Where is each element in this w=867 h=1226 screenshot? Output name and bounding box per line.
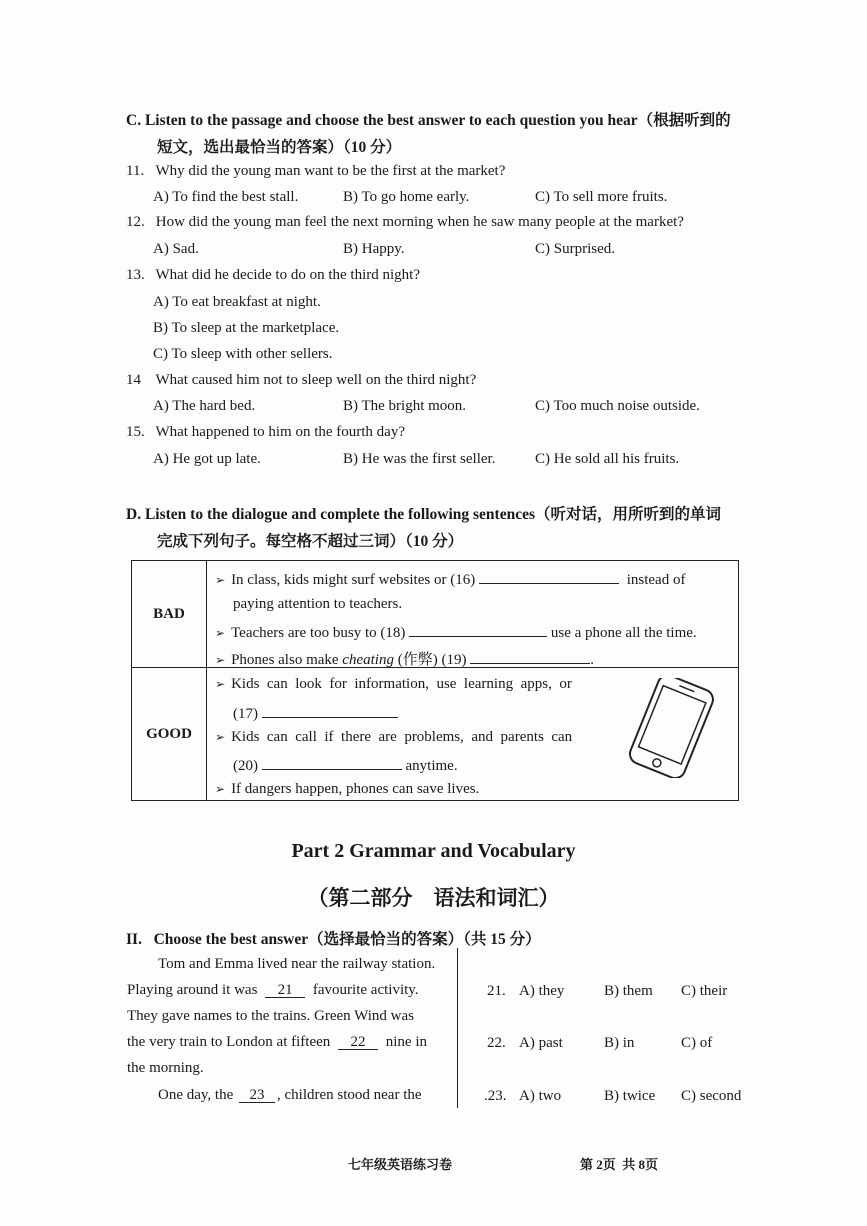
answer-23-a: A) two xyxy=(519,1088,562,1104)
question-text: How did the young man feel the next morning when he saw many people at the market? xyxy=(155,214,684,230)
question-text: Why did the young man want to be the first at the market? xyxy=(155,163,506,179)
arrow-bullet-icon: ➢ xyxy=(215,730,226,744)
passage-text: nine in xyxy=(385,1034,428,1050)
question-number: 14 xyxy=(126,372,141,388)
good-text-2: (17) xyxy=(233,706,258,722)
question-14 xyxy=(126,371,476,389)
section-d-title-line2: 完成下列句子。每空格不超过三词）（10 分） xyxy=(157,533,464,550)
bad-text-4c: . xyxy=(590,652,594,668)
bad-label: BAD xyxy=(132,561,207,668)
question-15 xyxy=(126,423,405,441)
blank-19[interactable] xyxy=(470,649,590,664)
passage-line-6 xyxy=(158,1086,422,1104)
passage-text: favourite activity. xyxy=(312,982,419,998)
question-12 xyxy=(126,213,684,231)
passage-text: the very train to London at fifteen xyxy=(127,1034,331,1050)
q12-option-c: C) Surprised. xyxy=(535,241,615,257)
blank-21-number: 21 xyxy=(277,982,293,998)
q12-option-b: B) Happy. xyxy=(343,241,405,257)
passage-line-1: Tom and Emma lived near the railway station. xyxy=(158,956,436,972)
section-c-title-line1: C. Listen to the passage and choose the best answer to each question you hear（根据听到的 xyxy=(126,112,731,129)
passage-line-3: They gave names to the trains. Green Wind was xyxy=(127,1008,414,1024)
good-line-3 xyxy=(215,729,572,746)
bad-cell xyxy=(207,561,739,668)
question-number: 13. xyxy=(126,267,145,283)
passage-line-2 xyxy=(127,981,449,999)
q11-option-a: A) To find the best stall. xyxy=(153,189,299,205)
bad-line-1 xyxy=(215,569,685,589)
blank-20[interactable] xyxy=(262,755,402,770)
answer-21-c: C) their xyxy=(681,983,728,999)
column-divider xyxy=(457,948,458,1108)
good-text-1: Kids can look for information, use learning apps, or xyxy=(231,676,572,692)
bad-text-3a: Teachers are too busy to (18) xyxy=(231,625,406,641)
good-label-text: GOOD xyxy=(146,725,192,742)
blank-21[interactable] xyxy=(265,981,305,998)
good-line-5 xyxy=(215,781,479,798)
passage-text: Playing around it was xyxy=(127,982,258,998)
question-11 xyxy=(126,162,505,180)
blank-16[interactable] xyxy=(479,569,619,584)
section-d-title-line1: D. Listen to the dialogue and complete the following sentences（听对话，用所听到的单词 xyxy=(126,506,722,523)
passage-line-5: the morning. xyxy=(127,1060,204,1076)
blank-22-number: 22 xyxy=(350,1034,366,1050)
q14-option-b: B) The bright moon. xyxy=(343,398,467,414)
answer-23-number: .23. xyxy=(484,1088,507,1104)
question-number: 12. xyxy=(126,214,145,230)
blank-22[interactable] xyxy=(338,1033,378,1050)
good-text-5: If dangers happen, phones can save lives. xyxy=(231,781,480,797)
good-line-1 xyxy=(215,676,572,693)
answer-23-b: B) twice xyxy=(604,1088,656,1104)
passage-text: , children stood near the xyxy=(277,1087,422,1103)
answer-22-a: A) past xyxy=(519,1035,563,1051)
q13-option-b: B) To sleep at the marketplace. xyxy=(153,320,340,336)
question-13 xyxy=(126,266,420,284)
answer-21-number: 21. xyxy=(487,983,506,999)
q13-option-c: C) To sleep with other sellers. xyxy=(153,346,333,362)
good-text-4a: (20) xyxy=(233,758,258,774)
q11-option-c: C) To sell more fruits. xyxy=(535,189,668,205)
arrow-bullet-icon: ➢ xyxy=(215,782,226,796)
answer-22-b: B) in xyxy=(604,1035,635,1051)
section-c-title-line2: 短文，选出最恰当的答案）（10 分） xyxy=(157,139,402,156)
answer-22-number: 22. xyxy=(487,1035,506,1051)
good-text-4b: anytime. xyxy=(405,758,458,774)
blank-17[interactable] xyxy=(262,703,398,718)
answer-21-a: A) they xyxy=(519,983,565,999)
good-line-2 xyxy=(233,703,398,723)
question-number: 15. xyxy=(126,424,145,440)
blank-18[interactable] xyxy=(409,622,547,637)
question-text: What caused him not to sleep well on the third night? xyxy=(155,372,477,388)
section-ii-title: II. Choose the best answer（选择最恰当的答案）（共 15 分） xyxy=(126,931,541,948)
bad-text-4em: cheating xyxy=(342,652,394,668)
bad-text-1b: instead of xyxy=(626,572,686,588)
footer-exam-name: 七年级英语练习卷 xyxy=(348,1157,453,1172)
q15-option-a: A) He got up late. xyxy=(153,451,261,467)
passage-text: One day, the xyxy=(158,1087,234,1103)
q15-option-b: B) He was the first seller. xyxy=(343,451,496,467)
part-2-title: Part 2 Grammar and Vocabulary xyxy=(291,840,576,862)
q15-option-c: C) He sold all his fruits. xyxy=(535,451,680,467)
arrow-bullet-icon: ➢ xyxy=(215,573,226,587)
answer-22-c: C) of xyxy=(681,1035,713,1051)
arrow-bullet-icon: ➢ xyxy=(215,677,226,691)
arrow-bullet-icon: ➢ xyxy=(215,653,226,667)
bad-text-3b: use a phone all the time. xyxy=(550,625,697,641)
answer-21-b: B) them xyxy=(604,983,653,999)
part-2-subtitle: （第二部分 语法和词汇） xyxy=(307,886,560,910)
arrow-bullet-icon: ➢ xyxy=(215,626,226,640)
good-line-4 xyxy=(233,755,458,775)
bad-text-1a: In class, kids might surf websites or (16) xyxy=(231,572,476,588)
blank-23[interactable] xyxy=(239,1086,275,1103)
blank-23-number: 23 xyxy=(249,1087,265,1103)
q14-option-a: A) The hard bed. xyxy=(153,398,256,414)
bad-text-4a: Phones also make xyxy=(231,652,343,668)
good-cell xyxy=(207,668,739,801)
passage-line-4 xyxy=(127,1033,427,1051)
bad-text-4b: (作弊) (19) xyxy=(393,652,467,668)
question-number: 11. xyxy=(126,163,145,179)
q13-option-a: A) To eat breakfast at night. xyxy=(153,294,321,310)
bad-line-4 xyxy=(215,648,594,669)
question-text: What did he decide to do on the third night? xyxy=(155,267,420,283)
good-text-3: Kids can call if there are problems, and parents can xyxy=(231,729,573,745)
bad-line-2: paying attention to teachers. xyxy=(233,596,403,612)
q12-option-a: A) Sad. xyxy=(153,241,199,257)
footer-page-number: 第 2页 共 8页 xyxy=(580,1157,659,1172)
q14-option-c: C) Too much noise outside. xyxy=(535,398,700,414)
listening-table xyxy=(131,560,739,801)
bad-line-3 xyxy=(215,622,697,642)
good-label xyxy=(132,668,207,801)
question-text: What happened to him on the fourth day? xyxy=(155,424,405,440)
smartphone-icon xyxy=(617,678,727,778)
q11-option-b: B) To go home early. xyxy=(343,189,470,205)
answer-23-c: C) second xyxy=(681,1088,742,1104)
